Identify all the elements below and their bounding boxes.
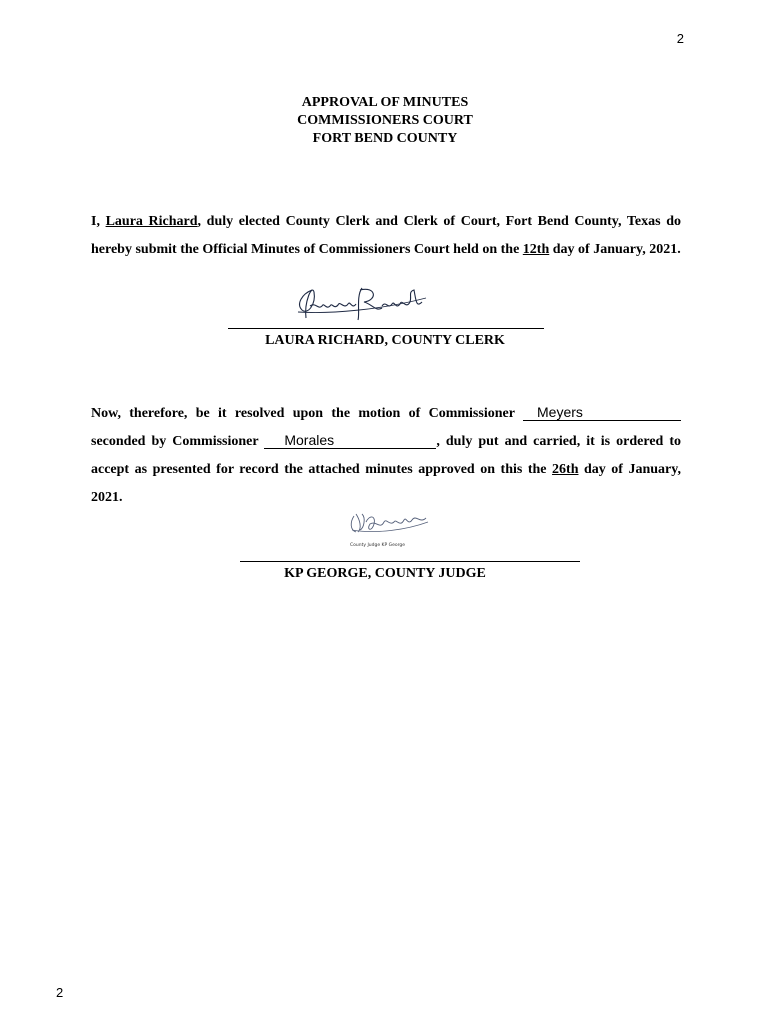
clerk-signature bbox=[290, 280, 430, 324]
approval-day: 26th bbox=[552, 462, 579, 477]
resolution-text-3: , duly put and carried, it is ordered to accept as presented for record the attached minutes approved on this the bbox=[91, 434, 681, 477]
clerk-statement-prefix: I, bbox=[91, 214, 106, 229]
resolution-text-2: seconded by Commissioner bbox=[91, 434, 265, 449]
judge-signature bbox=[346, 508, 432, 552]
resolution-text-1: Now, therefore, be it resolved upon the motion of Commissioner bbox=[91, 406, 523, 421]
page-number: 2 bbox=[676, 31, 684, 46]
heading-line-3: FORT BEND COUNTY bbox=[312, 131, 458, 146]
clerk-statement-body: , duly elected County Clerk and Clerk of Court, Fort Bend County, Texas do hereby submit the Official Minutes of Commissioners Court held on the bbox=[91, 214, 681, 257]
judge-signature-caption: County Judge KP George bbox=[350, 543, 406, 548]
motion-commissioner-field[interactable]: Meyers bbox=[523, 405, 681, 421]
judge-signature-line bbox=[240, 561, 580, 562]
resolution-statement bbox=[91, 400, 681, 512]
heading-line-1: APPROVAL OF MINUTES bbox=[301, 95, 469, 110]
clerk-statement-end: day of January, 2021. bbox=[549, 242, 681, 257]
heading-line-2: COMMISSIONERS COURT bbox=[297, 113, 473, 128]
clerk-name: Laura Richard bbox=[105, 214, 198, 229]
judge-signature-label: KP GEORGE, COUNTY JUDGE bbox=[284, 566, 486, 581]
footer-page-number: 2 bbox=[56, 985, 64, 1000]
clerk-statement bbox=[91, 208, 681, 264]
clerk-signature-line bbox=[228, 328, 544, 329]
clerk-signature-label: LAURA RICHARD, COUNTY CLERK bbox=[265, 333, 505, 348]
document-heading bbox=[0, 94, 770, 148]
seconded-commissioner-field[interactable]: Morales bbox=[264, 433, 436, 449]
meeting-day: 12th bbox=[522, 242, 550, 257]
resolution-text-4: day of January, 2021. bbox=[91, 462, 681, 505]
